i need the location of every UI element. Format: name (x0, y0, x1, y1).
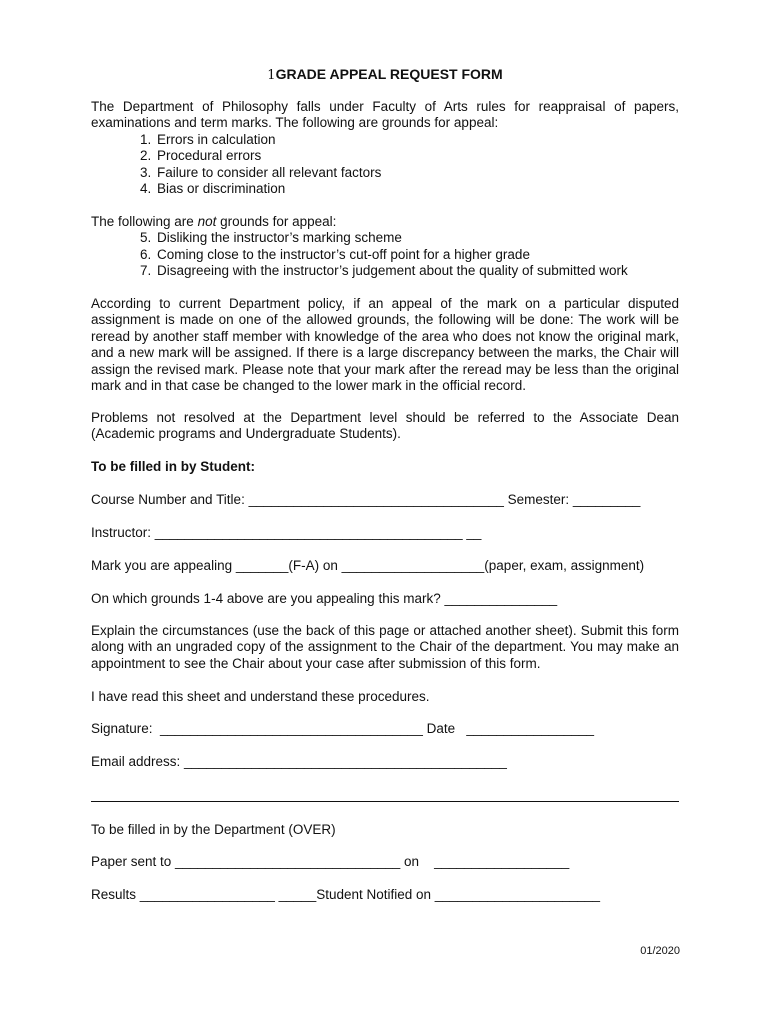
title-text: GRADE APPEAL REQUEST FORM (275, 66, 503, 82)
not-grounds-intro (91, 214, 679, 230)
mark-field[interactable]: Mark you are appealing _______(F-A) on ___________________(paper, exam, assignment) (91, 558, 645, 573)
not-grounds-list (91, 230, 679, 279)
list-item: 6. Coming close to the instructor’s cut-off point for a higher grade (155, 247, 679, 263)
problems-paragraph: Problems not resolved at the Department level should be referred to the Associate Dean (Academic programs and Undergraduate Students). (91, 410, 679, 442)
paper-sent-field[interactable]: Paper sent to ______________________________ on __________________ (91, 854, 570, 869)
not-grounds-suffix: grounds for appeal: (216, 214, 337, 229)
department-heading: To be filled in by the Department (OVER) (91, 822, 336, 837)
course-field[interactable]: Course Number and Title: __________________________________ Semester: _________ (91, 492, 641, 507)
not-emphasis: not (197, 214, 217, 229)
not-grounds-prefix: The following are (91, 214, 198, 229)
title-number: 1 (267, 68, 276, 83)
instructor-field[interactable]: Instructor: _________________________________________ __ (91, 525, 482, 540)
list-item: 2. Procedural errors (155, 148, 679, 164)
email-field[interactable]: Email address: ___________________________________________ (91, 754, 507, 769)
form-date: 01/2020 (640, 945, 680, 957)
signature-field[interactable]: Signature: ___________________________________ Date _________________ (91, 721, 594, 736)
results-field[interactable]: Results __________________ _____Student Notified on ______________________ (91, 887, 600, 902)
policy-paragraph: According to current Department policy, if an appeal of the mark on a particular disputed assignment is made on one of the allowed grounds, the following will be done: The work will be reread by another staff member with knowledge of the area who does not know the original mark, and a new mark will be assigned. If there is a large discrepancy between the marks, the Chair will assign the revised mark. Please note that your mark after the reread may be less than the original mark and in that case be changed to the lower mark in the official record. (91, 296, 679, 394)
student-section-heading: To be filled in by Student: (91, 459, 255, 474)
section-divider (91, 801, 679, 802)
grounds-field[interactable]: On which grounds 1-4 above are you appealing this mark? _______________ (91, 591, 558, 606)
acknowledge-text: I have read this sheet and understand these procedures. (91, 689, 430, 704)
list-item: 4. Bias or discrimination (155, 181, 679, 197)
grounds-list (91, 132, 679, 198)
intro-section (91, 99, 679, 197)
intro-paragraph: The Department of Philosophy falls under Faculty of Arts rules for reappraisal of papers, examinations and term marks. The following are grounds for appeal: (91, 99, 679, 131)
list-item: 1. Errors in calculation (155, 132, 679, 148)
not-grounds-section (91, 214, 679, 280)
list-item: 7. Disagreeing with the instructor’s judgement about the quality of submitted work (155, 263, 679, 279)
list-item: 5. Disliking the instructor’s marking scheme (155, 230, 679, 246)
explain-paragraph: Explain the circumstances (use the back of this page or attached another sheet). Submit this form along with an ungraded copy of the assignment to the Chair of the department. You may make an appointment to see the Chair about your case after submission of this form. (91, 623, 679, 671)
list-item: 3. Failure to consider all relevant factors (155, 165, 679, 181)
page-title (0, 66, 770, 83)
